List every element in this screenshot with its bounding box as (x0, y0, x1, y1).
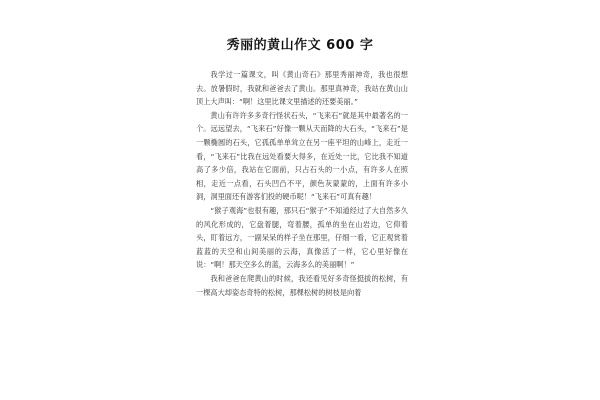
paragraph: 我学过一篇课文，叫《黄山奇石》那里秀丽神奇，我也很想去。放暑假时，我就和爸爸去了黄山。那里真神奇，我站在黄山山顶上大声叫：“啊！这里比课文里描述的还要美丽。” (196, 70, 408, 107)
paragraph: “猴子观海”也很有趣，那只石“猴子”不知道经过了大自然多久的风化形成的，它盘着腿，弯着腰，孤单的坐在山岩边，它仰着头，盯着远方，一副呆呆的样子坐在那里，仔细一看，它正观赏着蓝蓝的天空和山间美丽的云海，真像活了一样，它心里好像在说：“啊！那天空多么的蓝，云海多么的美丽啊！” (196, 205, 408, 270)
document-title: 秀丽的黄山作文 600 字 (226, 38, 374, 53)
paragraph: 黄山有许许多多奇行怪状石头，“飞来石”就是其中最著名的一个。远远望去，“飞来石”好像一颗从天而降的大石头，“飞来石”是一颗椭圆的石头，它孤孤单单耸立在另一座平坦的山峰上，走近一看，“飞来石”比我在远处看要大得多，在近处一比，它比我不知道高了多少倍，我站在它面前，只占石头的一小点，有许多人在照相，走近一点看，石头凹凸不平，颜色灰蒙蒙的，上面有许多小洞，洞里面还有游客们投的硬币呢！“飞来石”可真有趣！ (196, 110, 408, 202)
document-body (196, 68, 408, 299)
paragraph: 我和爸爸在爬黄山的时候，我还看见好多奇怪挺拔的松树，有一棵高大却姿态奇特的松树，那棵松树的树枝是向着 (196, 273, 408, 297)
